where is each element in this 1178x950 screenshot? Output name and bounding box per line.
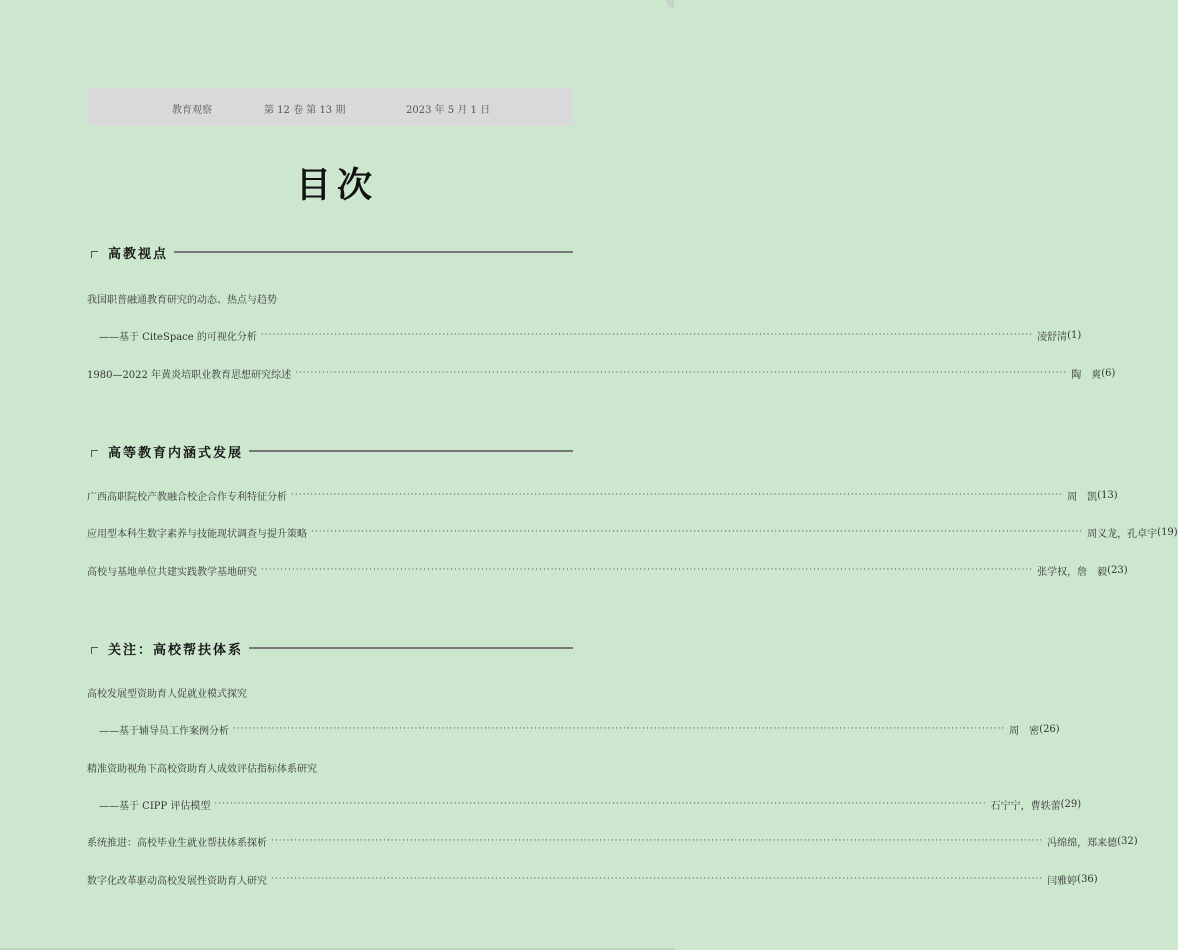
entry-page: (32) <box>1117 835 1138 847</box>
dot-leader: ········································································································································································································ <box>311 527 1084 537</box>
toc-entry[interactable] <box>87 834 1138 849</box>
entry-title: 广西高职院校产教融合校企合作专利特征分析 <box>87 491 287 503</box>
toc-entry[interactable] <box>87 760 571 774</box>
page-corner-mark <box>666 0 674 8</box>
entry-title: 我国职普融通教育研究的动态、热点与趋势 <box>87 294 277 306</box>
entry-author: 陶 爽 <box>1071 369 1102 381</box>
entry-author: 闫雅婷 <box>1047 875 1078 887</box>
entry-author: 周 密 <box>1009 725 1040 737</box>
entry-author: 周 凯 <box>1067 491 1098 503</box>
section-heading <box>91 443 573 459</box>
entry-author: 凌舒清 <box>1037 331 1068 343</box>
section-rule <box>249 450 573 452</box>
dot-leader: ········································································································································································································ <box>233 724 1006 734</box>
toc-entry[interactable] <box>87 872 1098 887</box>
toc-entry[interactable] <box>87 685 571 699</box>
entry-title: 精准资助视角下高校资助育人成效评估指标体系研究 <box>87 763 317 775</box>
section-heading <box>91 640 573 656</box>
journal-name: 教育观察 <box>172 105 212 116</box>
section-corner-icon <box>91 647 98 654</box>
section-corner-icon <box>91 251 98 258</box>
entry-title: 1980—2022 年黄炎培职业教育思想研究综述 <box>87 369 292 381</box>
entry-page: (29) <box>1060 798 1082 810</box>
entry-title: 高校发展型资助育人促就业模式探究 <box>87 688 247 700</box>
section-title: 高等教育内涵式发展 <box>108 445 244 461</box>
toc-entry[interactable] <box>87 291 571 305</box>
page-title: 目次 <box>295 166 378 206</box>
section-heading <box>91 244 573 260</box>
issue-date: 2023 年 5 月 1 日 <box>406 105 491 116</box>
toc-entry[interactable] <box>87 366 1116 381</box>
entry-page: (6) <box>1101 367 1116 379</box>
section-title: 高教视点 <box>108 246 169 262</box>
toc-entry[interactable] <box>99 797 1082 812</box>
section-rule <box>249 647 573 649</box>
dot-leader: ········································································································································································································ <box>214 799 987 809</box>
entry-author: 周义龙，孔卓宇 <box>1087 528 1158 540</box>
entry-title: ——基于 CiteSpace 的可视化分析 <box>99 331 257 343</box>
entry-title: 数字化改革驱动高校发展性资助育人研究 <box>87 875 267 887</box>
entry-page: (26) <box>1039 723 1060 735</box>
entry-page: (13) <box>1097 489 1118 501</box>
journal-header <box>87 88 574 126</box>
dot-leader: ········································································································································································································ <box>260 330 1034 340</box>
entry-title: 系统推进：高校毕业生就业帮扶体系探析 <box>87 837 267 849</box>
toc-entry[interactable] <box>99 722 1060 737</box>
entry-author: 冯绵绵，郑来德 <box>1047 837 1118 849</box>
dot-leader: ········································································································································································································ <box>295 368 1068 378</box>
section-corner-icon <box>91 450 98 457</box>
entry-page: (23) <box>1107 564 1128 576</box>
dot-leader: ········································································································································································································ <box>291 490 1064 500</box>
entry-title: 应用型本科生数字素养与技能现状调查与提升策略 <box>87 528 307 540</box>
entry-author: 石宁宁，曹轶蕾 <box>990 800 1061 812</box>
toc-entry[interactable] <box>87 488 1118 503</box>
entry-page: (19) <box>1157 526 1178 538</box>
entry-title: ——基于辅导员工作案例分析 <box>99 725 229 737</box>
dot-leader: ········································································································································································································ <box>271 874 1044 884</box>
toc-entry[interactable] <box>87 525 1178 540</box>
entry-title: 高校与基地单位共建实践教学基地研究 <box>87 566 257 578</box>
section-title: 关注：高校帮扶体系 <box>108 642 244 658</box>
section-rule <box>174 251 573 253</box>
entry-title: ——基于 CIPP 评估模型 <box>99 800 211 812</box>
dot-leader: ········································································································································································································ <box>261 565 1034 575</box>
issue-number: 第 12 卷 第 13 期 <box>264 105 346 116</box>
entry-page: (1) <box>1067 329 1082 341</box>
toc-entry[interactable] <box>87 563 1128 578</box>
toc-entry[interactable] <box>99 328 1082 343</box>
dot-leader: ········································································································································································································ <box>271 836 1044 846</box>
entry-page: (36) <box>1077 873 1098 885</box>
entry-author: 张学权，詹 毅 <box>1037 566 1108 578</box>
